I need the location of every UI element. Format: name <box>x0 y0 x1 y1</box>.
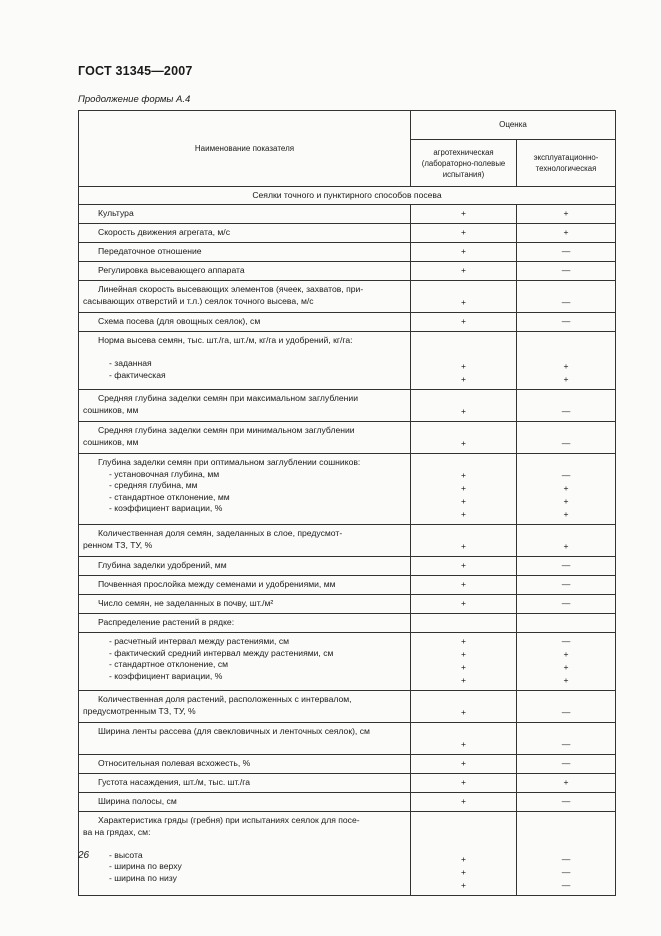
indicator-name-line: Глубина заделки удобрений, мм <box>98 560 227 570</box>
indicator-name-line: Глубина заделки семян при оптимальном заглублении сошников: <box>98 457 361 467</box>
dash-mark: — <box>561 796 571 806</box>
table-row <box>79 281 616 313</box>
table-row <box>79 793 616 812</box>
header-evaluation: Оценка <box>411 111 616 140</box>
dash-mark: — <box>561 316 571 326</box>
indicator-name-cell <box>79 557 411 576</box>
empty-mark <box>517 694 615 707</box>
agrotechnical-mark-cell <box>411 614 517 633</box>
operational-mark-cell <box>517 723 616 755</box>
indicator-name-cell <box>79 224 411 243</box>
operational-mark-cell <box>517 812 616 896</box>
table-row <box>79 454 616 525</box>
operational-mark-cell <box>517 332 616 390</box>
plus-mark: + <box>460 662 467 672</box>
operational-mark-cell <box>517 595 616 614</box>
indicator-name-line: Густота насаждения, шт./м, тыс. шт./га <box>98 777 251 787</box>
agrotechnical-mark-cell <box>411 755 517 774</box>
agrotechnical-mark-cell <box>411 243 517 262</box>
plus-mark: + <box>563 777 569 787</box>
table-row <box>79 332 616 390</box>
table-row <box>79 614 616 633</box>
indicator-name-line: Передаточное отношение <box>98 246 202 256</box>
agrotechnical-mark-cell <box>411 390 517 422</box>
indicator-name-cell <box>79 525 411 557</box>
indicator-name-cell <box>79 723 411 755</box>
operational-mark-cell <box>517 243 616 262</box>
indicator-name-cell <box>79 793 411 812</box>
page-number: 26 <box>78 850 90 861</box>
table-row <box>79 633 616 691</box>
empty-mark <box>411 284 516 297</box>
indicator-sub-item: - высота <box>109 849 143 860</box>
table-row <box>79 262 616 281</box>
agrotechnical-mark-cell <box>411 774 517 793</box>
indicator-name-line: сошников, мм <box>83 436 139 447</box>
plus-mark: + <box>563 649 569 659</box>
operational-mark-cell <box>517 614 616 633</box>
agrotechnical-mark-cell <box>411 525 517 557</box>
plus-mark: + <box>460 297 467 307</box>
plus-mark: + <box>460 496 467 506</box>
plus-mark: + <box>563 541 569 551</box>
section-title: Сеялки точного и пунктирного способов посева <box>79 187 616 205</box>
plus-mark: + <box>460 560 467 570</box>
indicator-name-line <box>83 738 406 750</box>
header-agrotechnical: агротехническая (лабораторно-полевые испытания) <box>411 140 517 187</box>
indicator-name-line: Схема посева (для овощных сеялок), см <box>98 316 261 326</box>
plus-mark: + <box>460 579 467 589</box>
table-row <box>79 390 616 422</box>
table-row <box>79 422 616 454</box>
indicator-name-line <box>83 347 406 359</box>
plus-mark: + <box>460 316 467 326</box>
indicator-name-cell <box>79 774 411 793</box>
indicator-name-cell <box>79 633 411 691</box>
indicator-name-line: Ширина ленты рассева (для свекловичных и ленточных сеялок), см <box>98 726 370 736</box>
operational-mark-cell <box>517 774 616 793</box>
empty-mark <box>517 815 615 828</box>
indicator-name-cell <box>79 313 411 332</box>
plus-mark: + <box>563 374 569 384</box>
indicator-name-cell <box>79 691 411 723</box>
indicator-sub-item: - ширина по низу <box>109 872 177 883</box>
agrotechnical-mark-cell <box>411 224 517 243</box>
empty-mark <box>411 617 516 630</box>
table-row <box>79 313 616 332</box>
plus-mark: + <box>460 438 467 448</box>
indicator-sub-item: - стандартное отклонение, мм <box>109 491 230 502</box>
operational-mark-cell <box>517 793 616 812</box>
indicator-name-cell <box>79 595 411 614</box>
plus-mark: + <box>460 777 467 787</box>
table-row <box>79 243 616 262</box>
plus-mark: + <box>563 227 569 237</box>
agrotechnical-mark-cell <box>411 454 517 525</box>
plus-mark: + <box>460 758 467 768</box>
agrotechnical-mark-cell <box>411 313 517 332</box>
plus-mark: + <box>563 509 569 519</box>
dash-mark: — <box>561 854 571 864</box>
plus-mark: + <box>460 208 467 218</box>
operational-mark-cell <box>517 576 616 595</box>
dash-mark: — <box>561 758 571 768</box>
indicator-name-cell <box>79 614 411 633</box>
empty-mark <box>411 528 516 541</box>
agrotechnical-mark-cell <box>411 281 517 313</box>
indicator-sub-item: - ширина по верху <box>109 861 182 871</box>
empty-mark <box>517 348 615 361</box>
operational-mark-cell <box>517 755 616 774</box>
plus-mark: + <box>460 406 467 416</box>
document-code: ГОСТ 31345—2007 <box>78 64 193 78</box>
plus-mark: + <box>460 796 467 806</box>
operational-mark-cell <box>517 633 616 691</box>
operational-mark-cell <box>517 454 616 525</box>
table-row <box>79 525 616 557</box>
indicator-sub-item: - фактический средний интервал между растениями, см <box>109 647 334 658</box>
dash-mark: — <box>561 246 571 256</box>
plus-mark: + <box>460 246 467 256</box>
indicator-name-line: Распределение растений в рядке: <box>98 617 235 627</box>
indicator-name-line: предусмотренным ТЗ, ТУ, % <box>83 705 196 716</box>
operational-mark-cell <box>517 390 616 422</box>
indicator-name-line: сасывающих отверстий и т.л.) сеялок точного высева, м/с <box>83 295 314 306</box>
plus-mark: + <box>460 867 467 877</box>
dash-mark: — <box>561 880 571 890</box>
indicator-name-line: Средняя глубина заделки семян при минимальном заглублении <box>98 425 355 435</box>
table-row <box>79 812 616 896</box>
empty-mark <box>411 425 516 438</box>
plus-mark: + <box>563 208 569 218</box>
indicator-sub-item: - расчетный интервал между растениями, см <box>109 636 290 646</box>
plus-mark: + <box>460 880 467 890</box>
indicator-name-cell <box>79 576 411 595</box>
dash-mark: — <box>561 470 571 480</box>
header-operational: эксплуатационно-технологическая <box>517 140 616 187</box>
table-row <box>79 557 616 576</box>
agrotechnical-mark-cell <box>411 723 517 755</box>
indicator-name-cell <box>79 390 411 422</box>
dash-mark: — <box>561 867 571 877</box>
table-row <box>79 576 616 595</box>
table-row <box>79 691 616 723</box>
agrotechnical-mark-cell <box>411 812 517 896</box>
plus-mark: + <box>460 361 467 371</box>
indicator-name-cell <box>79 454 411 525</box>
indicator-name-line: Относительная полевая всхожесть, % <box>98 758 251 768</box>
dash-mark: — <box>561 560 571 570</box>
indicator-name-cell <box>79 755 411 774</box>
indicator-name-cell <box>79 332 411 390</box>
empty-mark <box>411 815 516 828</box>
plus-mark: + <box>460 541 467 551</box>
table-row <box>79 595 616 614</box>
plus-mark: + <box>563 675 569 685</box>
plus-mark: + <box>460 483 467 493</box>
indicator-name-cell <box>79 262 411 281</box>
indicator-sub-item: - установочная глубина, мм <box>109 468 220 479</box>
agrotechnical-mark-cell <box>411 691 517 723</box>
plus-mark: + <box>460 598 467 608</box>
dash-mark: — <box>561 739 571 749</box>
plus-mark: + <box>460 227 467 237</box>
plus-mark: + <box>460 707 467 717</box>
dash-mark: — <box>561 297 571 307</box>
empty-mark <box>411 457 516 470</box>
plus-mark: + <box>563 483 569 493</box>
indicator-name-cell <box>79 205 411 224</box>
operational-mark-cell <box>517 422 616 454</box>
indicator-name-line <box>83 838 406 850</box>
indicator-name-line: сошников, мм <box>83 404 139 415</box>
empty-mark <box>411 726 516 739</box>
empty-mark <box>517 828 615 841</box>
dash-mark: — <box>561 265 571 275</box>
agrotechnical-mark-cell <box>411 633 517 691</box>
dash-mark: — <box>561 707 571 717</box>
indicator-name-cell <box>79 812 411 896</box>
indicator-sub-item: - фактическая <box>109 369 166 380</box>
empty-mark <box>517 457 615 470</box>
header-indicator-name: Наименование показателя <box>79 111 411 187</box>
indicator-name-line: Почвенная прослойка между семенами и удобрениями, мм <box>98 579 336 589</box>
empty-mark <box>517 393 615 406</box>
indicator-name-line: Норма высева семян, тыс. шт./га, шт./м, кг/га и удобрений, кг/га: <box>98 335 353 345</box>
indicator-name-cell <box>79 243 411 262</box>
empty-mark <box>411 841 516 854</box>
agrotechnical-mark-cell <box>411 793 517 812</box>
operational-mark-cell <box>517 691 616 723</box>
form-continuation-note: Продолжение формы А.4 <box>78 94 191 105</box>
table-row <box>79 224 616 243</box>
dash-mark: — <box>561 406 571 416</box>
operational-mark-cell <box>517 525 616 557</box>
plus-mark: + <box>460 675 467 685</box>
plus-mark: + <box>460 636 467 646</box>
plus-mark: + <box>563 361 569 371</box>
indicator-name-line: Средняя глубина заделки семян при максимальном заглублении <box>98 393 358 403</box>
agrotechnical-mark-cell <box>411 332 517 390</box>
indicator-name-line: Регулировка высевающего аппарата <box>98 265 245 275</box>
operational-mark-cell <box>517 281 616 313</box>
indicator-sub-item: - стандартное отклонение, см <box>109 659 229 669</box>
indicator-name-line: ренном ТЗ, ТУ, % <box>83 539 153 550</box>
plus-mark: + <box>460 649 467 659</box>
empty-mark <box>517 726 615 739</box>
operational-mark-cell <box>517 224 616 243</box>
empty-mark <box>517 528 615 541</box>
agrotechnical-mark-cell <box>411 262 517 281</box>
indicator-name-cell <box>79 422 411 454</box>
plus-mark: + <box>460 470 467 480</box>
empty-mark <box>411 694 516 707</box>
indicator-name-line: Характеристика гряды (гребня) при испытаниях сеялок для посе- <box>98 815 360 825</box>
table-row <box>79 723 616 755</box>
indicator-sub-item: - коэффициент вариации, % <box>109 670 223 681</box>
operational-mark-cell <box>517 205 616 224</box>
empty-mark <box>411 393 516 406</box>
indicator-name-line: ва на грядах, см: <box>83 826 151 837</box>
dash-mark: — <box>561 598 571 608</box>
indicator-name-line: Линейная скорость высевающих элементов (ячеек, захватов, при- <box>98 284 364 294</box>
empty-mark <box>411 828 516 841</box>
plus-mark: + <box>563 662 569 672</box>
empty-mark <box>517 617 615 630</box>
indicator-sub-item: - средняя глубина, мм <box>109 480 198 490</box>
plus-mark: + <box>460 509 467 519</box>
table-row <box>79 755 616 774</box>
indicator-sub-item: - заданная <box>109 358 152 368</box>
indicator-name-line: Количественная доля семян, заделанных в слое, предусмот- <box>98 528 343 538</box>
plus-mark: + <box>460 854 467 864</box>
empty-mark <box>517 841 615 854</box>
indicator-name-line: Число семян, не заделанных в почву, шт./м² <box>98 598 274 608</box>
table-row <box>79 205 616 224</box>
agrotechnical-mark-cell <box>411 205 517 224</box>
indicator-name-line: Ширина полосы, см <box>98 796 177 806</box>
plus-mark: + <box>460 374 467 384</box>
operational-mark-cell <box>517 262 616 281</box>
operational-mark-cell <box>517 313 616 332</box>
indicators-table <box>78 110 616 896</box>
indicator-name-line: Культура <box>98 208 134 218</box>
indicator-name-cell <box>79 281 411 313</box>
empty-mark <box>517 284 615 297</box>
empty-mark <box>517 335 615 348</box>
agrotechnical-mark-cell <box>411 595 517 614</box>
dash-mark: — <box>561 636 571 646</box>
agrotechnical-mark-cell <box>411 557 517 576</box>
dash-mark: — <box>561 438 571 448</box>
indicator-name-line: Количественная доля растений, расположенных с интервалом, <box>98 694 352 704</box>
indicator-sub-item: - коэффициент вариации, % <box>109 503 223 513</box>
agrotechnical-mark-cell <box>411 576 517 595</box>
empty-mark <box>411 335 516 348</box>
operational-mark-cell <box>517 557 616 576</box>
table-row <box>79 774 616 793</box>
dash-mark: — <box>561 579 571 589</box>
empty-mark <box>411 348 516 361</box>
plus-mark: + <box>563 496 569 506</box>
plus-mark: + <box>460 739 467 749</box>
indicator-name-line: Скорость движения агрегата, м/с <box>98 227 230 237</box>
agrotechnical-mark-cell <box>411 422 517 454</box>
empty-mark <box>517 425 615 438</box>
plus-mark: + <box>460 265 467 275</box>
